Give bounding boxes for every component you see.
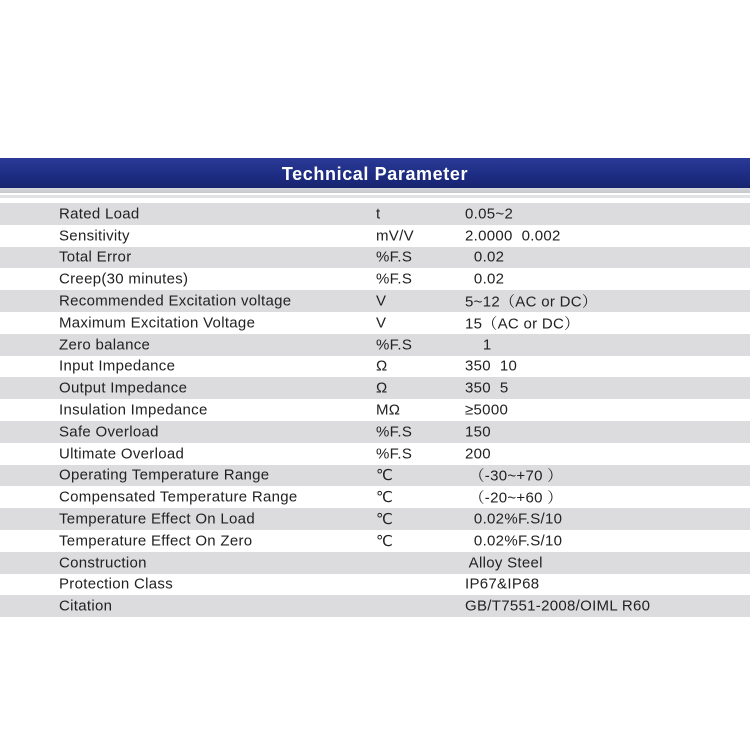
parameter-value: 0.02%F.S/10	[465, 510, 563, 528]
table-row	[0, 595, 750, 617]
parameter-unit: ℃	[376, 489, 394, 507]
parameter-name: Creep(30 minutes)	[59, 270, 189, 288]
divider-stripe	[0, 188, 750, 193]
parameter-unit: Ω	[376, 379, 388, 397]
parameter-value: 0.02%F.S/10	[465, 532, 563, 550]
parameter-name: Ultimate Overload	[59, 445, 185, 463]
parameter-value: 1	[465, 336, 492, 354]
parameter-name: Total Error	[59, 248, 132, 266]
parameter-value: Alloy Steel	[465, 554, 543, 572]
parameter-value: 15（AC or DC）	[465, 315, 580, 333]
parameter-unit: ℃	[376, 467, 394, 485]
parameter-name: Insulation Impedance	[59, 401, 208, 419]
parameter-name: Recommended Excitation voltage	[59, 292, 292, 310]
parameter-unit: ℃	[376, 511, 394, 529]
parameter-value: ≥5000	[465, 401, 509, 419]
parameter-unit: Ω	[376, 357, 388, 375]
table-row	[0, 377, 750, 399]
parameter-value: （-20~+60 ）	[465, 489, 563, 507]
parameter-table	[0, 203, 750, 617]
table-row	[0, 334, 750, 356]
table-row	[0, 268, 750, 290]
parameter-value: 0.02	[465, 270, 505, 288]
parameter-name: Input Impedance	[59, 357, 176, 375]
parameter-value: 2.0000 0.002	[465, 227, 561, 245]
parameter-name: Protection Class	[59, 575, 174, 593]
parameter-name: Output Impedance	[59, 379, 188, 397]
parameter-value: 0.02	[465, 248, 505, 266]
parameter-value: IP67&IP68	[465, 575, 540, 593]
parameter-unit: V	[376, 292, 387, 310]
table-row	[0, 356, 750, 378]
parameter-unit: %F.S	[376, 270, 413, 288]
parameter-value: 5~12（AC or DC）	[465, 293, 598, 311]
parameter-unit: MΩ	[376, 401, 401, 419]
parameter-name: Maximum Excitation Voltage	[59, 314, 256, 332]
table-row	[0, 486, 750, 508]
table-row	[0, 443, 750, 465]
parameter-name: Citation	[59, 597, 113, 615]
parameter-name: Sensitivity	[59, 227, 130, 245]
parameter-value: 0.05~2	[465, 205, 514, 223]
parameter-value: 350 10	[465, 357, 518, 375]
table-row	[0, 530, 750, 552]
parameter-unit: %F.S	[376, 423, 413, 441]
parameter-name: Temperature Effect On Load	[59, 510, 255, 528]
page-title: Technical Parameter	[281, 163, 469, 184]
table-row	[0, 552, 750, 574]
table-row	[0, 247, 750, 269]
parameter-name: Operating Temperature Range	[59, 466, 270, 484]
table-row	[0, 312, 750, 334]
parameter-unit: mV/V	[376, 227, 414, 245]
parameter-name: Compensated Temperature Range	[59, 488, 298, 506]
parameter-unit: %F.S	[376, 445, 413, 463]
table-row	[0, 225, 750, 247]
table-row	[0, 465, 750, 487]
parameter-value: 200	[465, 445, 491, 463]
table-row	[0, 399, 750, 421]
parameter-name: Zero balance	[59, 336, 151, 354]
table-row	[0, 290, 750, 312]
parameter-name: Temperature Effect On Zero	[59, 532, 253, 550]
parameter-name: Construction	[59, 554, 147, 572]
table-row	[0, 508, 750, 530]
parameter-unit: t	[376, 205, 381, 223]
parameter-value: GB/T7551-2008/OIML R60	[465, 597, 651, 615]
parameter-name: Safe Overload	[59, 423, 159, 441]
parameter-value: （-30~+70 ）	[465, 467, 563, 485]
parameter-name: Rated Load	[59, 205, 140, 223]
divider-stripe-light	[0, 195, 750, 198]
parameter-value: 350 5	[465, 379, 509, 397]
parameter-unit: %F.S	[376, 248, 413, 266]
table-row	[0, 574, 750, 596]
parameter-unit: V	[376, 314, 387, 332]
parameter-unit: ℃	[376, 532, 394, 550]
parameter-value: 150	[465, 423, 491, 441]
table-row	[0, 421, 750, 443]
table-row	[0, 203, 750, 225]
parameter-unit: %F.S	[376, 336, 413, 354]
header-banner	[0, 158, 750, 188]
